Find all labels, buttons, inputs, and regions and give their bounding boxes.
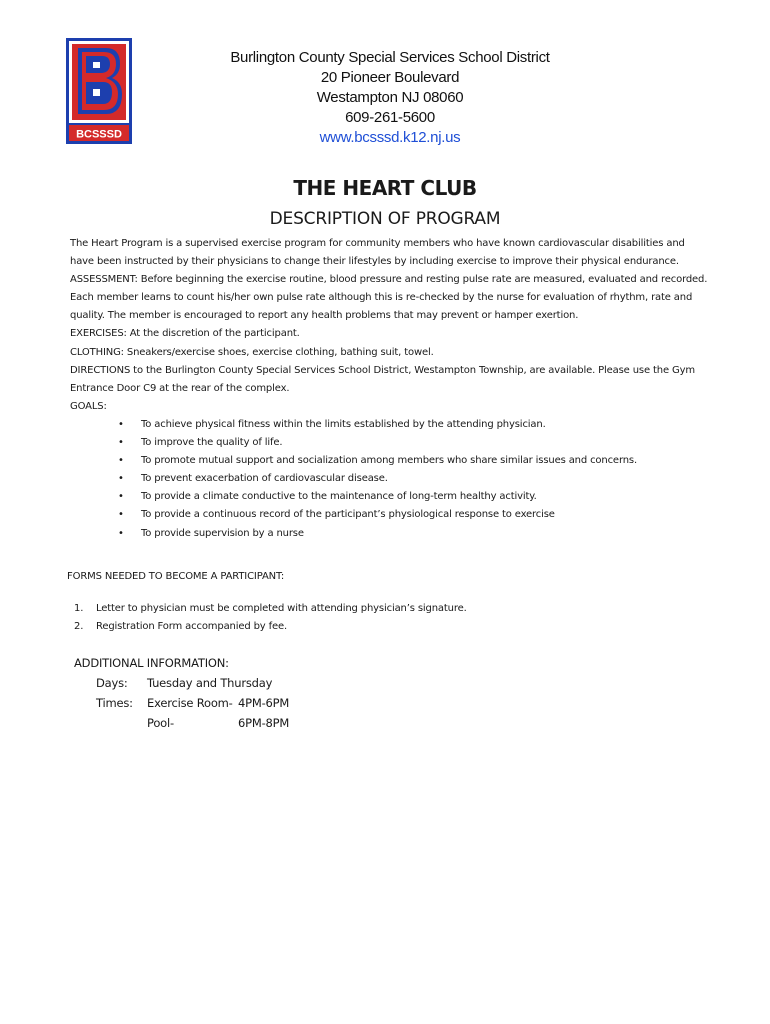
- document-title: THE HEART CLUB: [293, 176, 477, 200]
- intro-paragraph: The Heart Program is a supervised exercise program for community members who have known cardiovascular disabilities and have been instructed by their physicians to change their lifestyles by including exercise to improve their physical endurance.: [70, 238, 685, 268]
- letterhead: [200, 48, 580, 148]
- list-item: • To provide a climate conductive to the maintenance of long-term healthy activity.: [118, 488, 710, 506]
- forms-heading: FORMS NEEDED TO BECOME A PARTICIPANT:: [67, 571, 285, 582]
- assessment-paragraph: ASSESSMENT: Before beginning the exercise routine, blood pressure and resting pulse rate are measured, evaluated and recorded. Each member learns to count his/her own pulse rate although this is re-checked by the nurse for evaluation of rhythm, rate and quality. The member is encouraged to report any health problems that may prevent or hamper exertion.: [70, 274, 708, 322]
- district-name: Burlington County Special Services School District: [230, 49, 550, 66]
- list-item: • To prevent exacerbation of cardiovascular disease.: [118, 470, 710, 488]
- times-label: Times:: [96, 696, 133, 710]
- item-number: 1.: [74, 603, 84, 614]
- list-item: [74, 600, 467, 618]
- item-text: Registration Form accompanied by fee.: [96, 620, 288, 632]
- program-description: [70, 235, 710, 543]
- list-item: • To achieve physical fitness within the limits established by the attending physician.: [118, 416, 710, 434]
- pool-label: Pool-: [147, 716, 174, 730]
- days-value: Tuesday and Thursday: [147, 676, 273, 690]
- city-state-zip: Westampton NJ 08060: [316, 89, 464, 106]
- document-subtitle: DESCRIPTION OF PROGRAM: [269, 209, 501, 229]
- bcsssd-logo-graphic: [66, 38, 132, 144]
- list-item: [74, 618, 467, 636]
- clothing-paragraph: CLOTHING: Sneakers/exercise shoes, exercise clothing, bathing suit, towel.: [70, 346, 434, 358]
- pool-time: 6PM-8PM: [238, 716, 290, 730]
- list-item: • To provide supervision by a nurse: [118, 525, 710, 543]
- logo-text: BCSSSD: [76, 128, 122, 141]
- forms-list: [74, 600, 467, 635]
- exercises-paragraph: EXERCISES: At the discretion of the participant.: [70, 328, 300, 340]
- directions-paragraph: DIRECTIONS to the Burlington County Special Services School District, Westampton Township, are available. Please use the Gym Entrance Door C9 at the rear of the complex.: [70, 364, 695, 394]
- list-item: • To provide a continuous record of the participant’s physiological response to exercise: [118, 506, 710, 524]
- list-item: • To improve the quality of life.: [118, 434, 710, 452]
- exercise-room-label: Exercise Room-: [147, 696, 233, 710]
- item-number: 2.: [74, 620, 84, 632]
- phone-number: 609-261-5600: [345, 109, 435, 126]
- exercise-room-time: 4PM-6PM: [238, 696, 290, 710]
- street-address: 20 Pioneer Boulevard: [320, 69, 460, 86]
- goals-list: [70, 416, 710, 543]
- list-item: • To promote mutual support and socialization among members who share similar issues and concerns.: [118, 452, 710, 470]
- website-link[interactable]: www.bcsssd.k12.nj.us: [319, 129, 461, 146]
- district-logo: [66, 38, 132, 144]
- additional-info-heading: ADDITIONAL INFORMATION:: [74, 656, 229, 670]
- item-text: Letter to physician must be completed with attending physician’s signature.: [96, 603, 467, 614]
- days-label: Days:: [96, 676, 128, 690]
- goals-label: GOALS:: [70, 400, 107, 412]
